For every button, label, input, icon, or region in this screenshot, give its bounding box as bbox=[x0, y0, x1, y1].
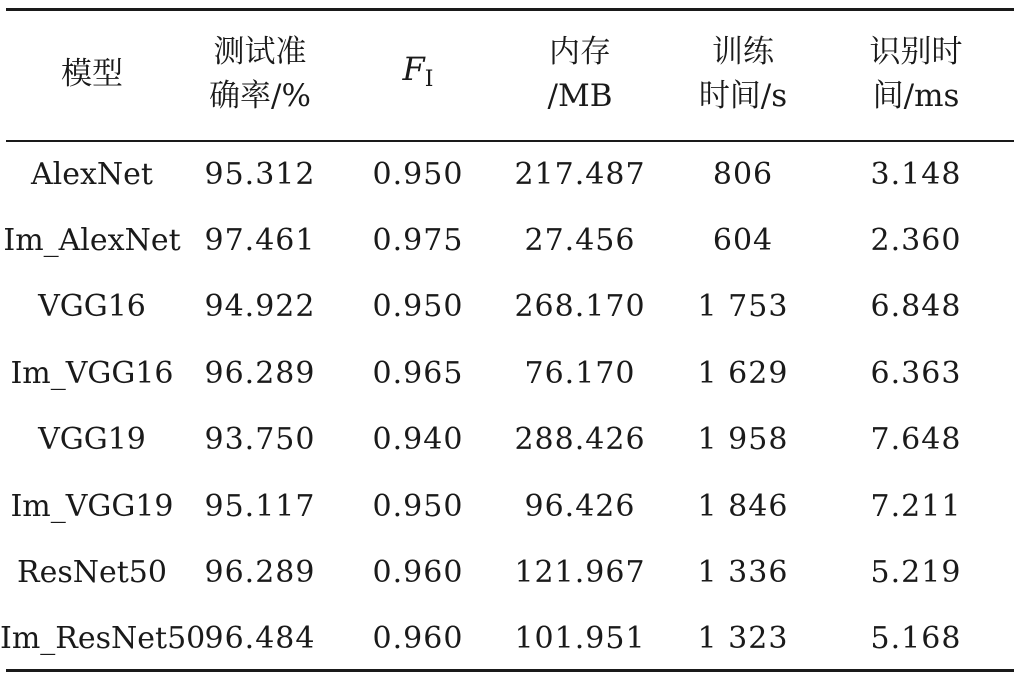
cell-training-time: 1 753 bbox=[697, 289, 789, 324]
header-model-label: 模型 bbox=[61, 56, 123, 92]
cell-model: Im_AlexNet bbox=[3, 223, 181, 258]
cell-accuracy: 97.461 bbox=[204, 223, 316, 258]
header-training-time-line1: 训练 bbox=[712, 34, 774, 70]
cell-memory: 101.951 bbox=[514, 621, 646, 656]
cell-accuracy: 95.117 bbox=[204, 489, 316, 524]
cell-memory: 96.426 bbox=[524, 489, 636, 524]
cell-model: ResNet50 bbox=[17, 555, 167, 590]
header-memory-line1: 内存 bbox=[549, 34, 611, 70]
cell-memory: 76.170 bbox=[524, 356, 636, 391]
header-f1-label bbox=[403, 47, 434, 102]
cell-f1: 0.965 bbox=[372, 356, 464, 391]
cell-f1: 0.950 bbox=[372, 289, 464, 324]
header-recognition-time-line2: 间/ms bbox=[872, 78, 960, 114]
cell-recognition-time: 3.148 bbox=[870, 157, 962, 192]
cell-training-time: 1 323 bbox=[697, 621, 789, 656]
cell-recognition-time: 6.363 bbox=[870, 356, 962, 391]
table-header-rule bbox=[6, 140, 1014, 142]
cell-training-time: 1 629 bbox=[697, 356, 789, 391]
cell-accuracy: 96.289 bbox=[204, 356, 316, 391]
cell-model: Im_ResNet50 bbox=[0, 621, 206, 656]
cell-accuracy: 95.312 bbox=[204, 157, 316, 192]
cell-recognition-time: 7.211 bbox=[870, 489, 962, 524]
cell-recognition-time: 6.848 bbox=[870, 289, 962, 324]
cell-recognition-time: 5.168 bbox=[870, 621, 962, 656]
cell-model: VGG19 bbox=[38, 422, 146, 457]
cell-accuracy: 96.484 bbox=[204, 621, 316, 656]
cell-memory: 288.426 bbox=[514, 422, 646, 457]
header-accuracy bbox=[184, 24, 336, 124]
header-f1 bbox=[336, 24, 500, 124]
cell-accuracy: 96.289 bbox=[204, 555, 316, 590]
cell-training-time: 1 958 bbox=[697, 422, 789, 457]
header-training-time bbox=[660, 24, 826, 124]
header-training-time-line2: 时间/s bbox=[698, 78, 788, 114]
cell-memory: 121.967 bbox=[514, 555, 646, 590]
header-memory bbox=[500, 24, 660, 124]
cell-training-time: 604 bbox=[712, 223, 774, 258]
cell-model: VGG16 bbox=[38, 289, 146, 324]
cell-memory: 217.487 bbox=[514, 157, 646, 192]
header-f1-subscript: I bbox=[424, 66, 434, 92]
cell-training-time: 806 bbox=[712, 157, 774, 192]
header-accuracy-line2: 确率/% bbox=[209, 78, 311, 114]
table-bottom-rule bbox=[6, 669, 1014, 672]
header-model bbox=[0, 24, 184, 124]
cell-f1: 0.960 bbox=[372, 555, 464, 590]
cell-model: Im_VGG16 bbox=[10, 356, 174, 391]
cell-recognition-time: 2.360 bbox=[870, 223, 962, 258]
cell-accuracy: 94.922 bbox=[204, 289, 316, 324]
header-accuracy-line1: 测试准 bbox=[213, 34, 307, 70]
cell-recognition-time: 5.219 bbox=[870, 555, 962, 590]
cell-training-time: 1 336 bbox=[697, 555, 789, 590]
header-memory-line2: /MB bbox=[547, 78, 613, 114]
cell-training-time: 1 846 bbox=[697, 489, 789, 524]
cell-model: Im_VGG19 bbox=[10, 489, 174, 524]
cell-f1: 0.940 bbox=[372, 422, 464, 457]
cell-f1: 0.975 bbox=[372, 223, 464, 258]
cell-recognition-time: 7.648 bbox=[870, 422, 962, 457]
cell-f1: 0.960 bbox=[372, 621, 464, 656]
table-top-rule bbox=[6, 8, 1014, 11]
cell-memory: 268.170 bbox=[514, 289, 646, 324]
cell-accuracy: 93.750 bbox=[204, 422, 316, 457]
cell-f1: 0.950 bbox=[372, 157, 464, 192]
cell-model: AlexNet bbox=[31, 157, 153, 192]
header-f1-symbol: F bbox=[402, 49, 425, 88]
cell-f1: 0.950 bbox=[372, 489, 464, 524]
cell-memory: 27.456 bbox=[524, 223, 636, 258]
header-recognition-time-line1: 识别时 bbox=[869, 34, 963, 70]
header-recognition-time bbox=[826, 24, 1006, 124]
